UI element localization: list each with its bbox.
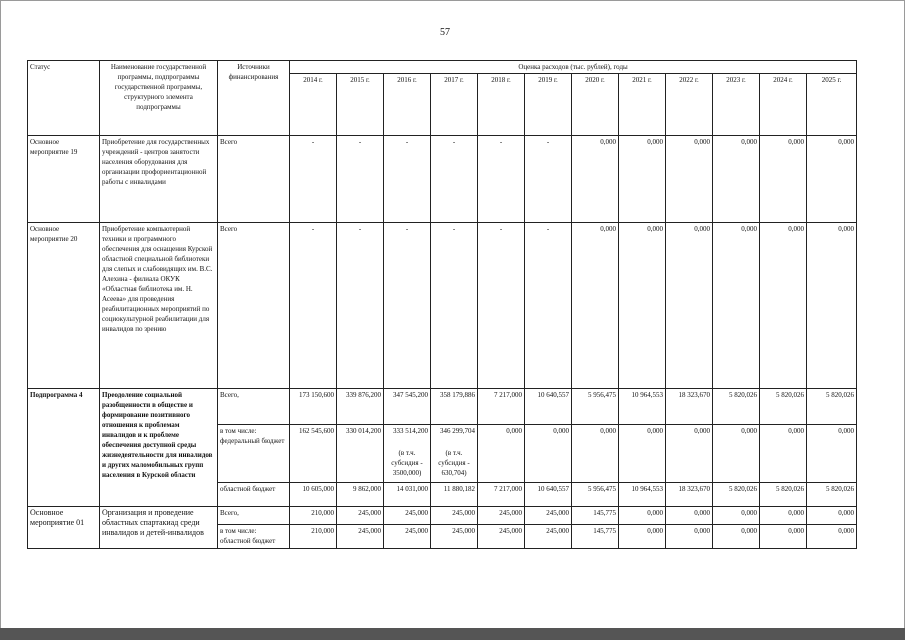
value-cell: 339 876,200	[337, 389, 384, 425]
value-cell: 245,000	[431, 525, 478, 549]
value-cell: -	[525, 223, 572, 389]
value-cell: 0,000	[619, 136, 666, 223]
value-cell: 0,000	[666, 425, 713, 483]
row-status: Основное мероприятие 20	[28, 223, 100, 389]
value-cell: -	[384, 136, 431, 223]
table-row	[28, 389, 857, 425]
value-cell: 5 820,026	[713, 483, 760, 507]
value-cell: 0,000	[572, 223, 619, 389]
row-source: Всего,	[218, 507, 290, 525]
row-source: Всего,	[218, 389, 290, 425]
year-cell: 2024 г.	[760, 74, 807, 136]
value-cell: -	[337, 136, 384, 223]
row-name: Преодоление социальной разобщенности в обществе и формирование позитивного отношения к проблемам инвалидов и к проблеме обеспечения доступной среды жизнедеятельности для инвалидов и других маломобильных групп населения в Курской области	[100, 389, 218, 507]
value-cell: 0,000	[666, 136, 713, 223]
year-cell: 2016 г.	[384, 74, 431, 136]
value-cell: 0,000	[619, 525, 666, 549]
year-cell: 2022 г.	[666, 74, 713, 136]
value-cell: 0,000	[619, 223, 666, 389]
year-cell: 2019 г.	[525, 74, 572, 136]
table-row	[28, 136, 857, 223]
year-cell: 2023 г.	[713, 74, 760, 136]
row-source: областной бюджет	[218, 483, 290, 507]
value-cell: 0,000	[807, 425, 857, 483]
year-cell: 2025 г.	[807, 74, 857, 136]
row-source: в том числе: федеральный бюджет	[218, 425, 290, 483]
table-row	[28, 223, 857, 389]
value-cell: 245,000	[337, 525, 384, 549]
page-number: 57	[440, 27, 450, 38]
value-cell: 0,000	[478, 425, 525, 483]
row-status: Основное мероприятие 19	[28, 136, 100, 223]
value-cell: 0,000	[666, 223, 713, 389]
header-status: Статус	[28, 61, 100, 136]
value-cell: 358 179,886	[431, 389, 478, 425]
value-cell: 5 820,026	[760, 389, 807, 425]
value-cell: 245,000	[337, 507, 384, 525]
value-cell: 0,000	[760, 136, 807, 223]
value-cell: -	[431, 136, 478, 223]
value-cell: 245,000	[525, 525, 572, 549]
value-text: 346 299,704	[440, 427, 475, 435]
value-cell: 245,000	[384, 507, 431, 525]
value-cell: 0,000	[807, 507, 857, 525]
value-cell: 0,000	[713, 507, 760, 525]
value-cell: 210,000	[290, 525, 337, 549]
row-name: Организация и проведение областных спартакиад среди инвалидов и детей-инвалидов	[100, 507, 218, 549]
value-cell: 145,775	[572, 525, 619, 549]
value-cell: 245,000	[431, 507, 478, 525]
budget-table	[27, 60, 857, 549]
value-cell: 210,000	[290, 507, 337, 525]
value-cell: 5 820,026	[713, 389, 760, 425]
value-cell: 0,000	[713, 136, 760, 223]
value-cell: 0,000	[666, 525, 713, 549]
value-cell: 0,000	[572, 425, 619, 483]
value-cell: 5 956,475	[572, 389, 619, 425]
value-cell: 18 323,670	[666, 483, 713, 507]
year-cell: 2015 г.	[337, 74, 384, 136]
value-cell: 245,000	[478, 525, 525, 549]
header-row	[28, 61, 857, 74]
value-cell: 10 964,553	[619, 483, 666, 507]
row-status: Основное мероприятие 01	[28, 507, 100, 549]
value-cell: 145,775	[572, 507, 619, 525]
value-cell	[431, 425, 478, 483]
value-cell: 11 880,182	[431, 483, 478, 507]
value-cell: 0,000	[713, 425, 760, 483]
row-source: Всего	[218, 136, 290, 223]
row-status: Подпрограмма 4	[28, 389, 100, 507]
value-text: 333 514,200	[393, 427, 428, 435]
value-cell: 0,000	[619, 425, 666, 483]
value-cell: 9 862,000	[337, 483, 384, 507]
subsidy-note: (в т.ч. субсидия - 3500,000)	[391, 449, 423, 477]
value-cell: 0,000	[525, 425, 572, 483]
value-cell: 330 014,200	[337, 425, 384, 483]
year-cell: 2020 г.	[572, 74, 619, 136]
row-name: Приобретение для государственных учреждений - центров занятости населения оборудования для организации профориентационной работы с инвалидами	[100, 136, 218, 223]
value-cell: 0,000	[713, 525, 760, 549]
row-name: Приобретение компьютерной техники и программного обеспечения для оснащения Курской областной специальной библиотеки для слепых и слабовидящих им. В.С. Алехина - филиала ОКУК «Областная библиотека им. Н. Асеева» для проведения реабилитационных мероприятий по социокультурной реабилитации для инвалидов по зрению	[100, 223, 218, 389]
value-cell: 7 217,000	[478, 389, 525, 425]
value-cell: -	[478, 223, 525, 389]
value-cell: 0,000	[572, 136, 619, 223]
value-cell: 10 640,557	[525, 483, 572, 507]
value-cell: -	[290, 136, 337, 223]
value-cell: 0,000	[807, 223, 857, 389]
value-cell	[384, 425, 431, 483]
value-cell: 245,000	[525, 507, 572, 525]
year-cell: 2018 г.	[478, 74, 525, 136]
row-source: в том числе: областной бюджет	[218, 525, 290, 549]
value-cell: 5 820,026	[807, 389, 857, 425]
value-cell: 0,000	[760, 425, 807, 483]
value-cell: -	[337, 223, 384, 389]
value-cell: 5 820,026	[760, 483, 807, 507]
value-cell: 0,000	[666, 507, 713, 525]
value-cell: -	[431, 223, 478, 389]
value-cell: 5 820,026	[807, 483, 857, 507]
value-cell: 245,000	[384, 525, 431, 549]
value-cell: 347 545,200	[384, 389, 431, 425]
value-cell: 7 217,000	[478, 483, 525, 507]
value-cell: 10 640,557	[525, 389, 572, 425]
header-estimate: Оценка расходов (тыс. рублей), годы	[290, 61, 857, 74]
year-cell: 2021 г.	[619, 74, 666, 136]
value-cell: 14 031,000	[384, 483, 431, 507]
value-cell: 0,000	[760, 223, 807, 389]
value-cell: 0,000	[760, 525, 807, 549]
value-cell: 0,000	[760, 507, 807, 525]
value-cell: 5 956,475	[572, 483, 619, 507]
value-cell: -	[384, 223, 431, 389]
table-row	[28, 507, 857, 525]
value-cell: 0,000	[619, 507, 666, 525]
value-cell: -	[525, 136, 572, 223]
value-cell: 162 545,600	[290, 425, 337, 483]
value-cell: -	[290, 223, 337, 389]
value-cell: 18 323,670	[666, 389, 713, 425]
year-cell: 2017 г.	[431, 74, 478, 136]
year-cell: 2014 г.	[290, 74, 337, 136]
subsidy-note: (в т.ч. субсидия - 630,704)	[438, 449, 470, 477]
header-source: Источники финансирования	[218, 61, 290, 136]
value-cell: 245,000	[478, 507, 525, 525]
value-cell: 10 964,553	[619, 389, 666, 425]
value-cell: 0,000	[713, 223, 760, 389]
value-cell: 0,000	[807, 525, 857, 549]
scanner-edge	[0, 628, 905, 640]
row-source: Всего	[218, 223, 290, 389]
value-cell: 0,000	[807, 136, 857, 223]
value-cell: 173 150,600	[290, 389, 337, 425]
value-cell: -	[478, 136, 525, 223]
header-name: Наименование государственной программы, подпрограммы государственной программы, структурного элемента подпрограммы	[100, 61, 218, 136]
value-cell: 10 605,000	[290, 483, 337, 507]
